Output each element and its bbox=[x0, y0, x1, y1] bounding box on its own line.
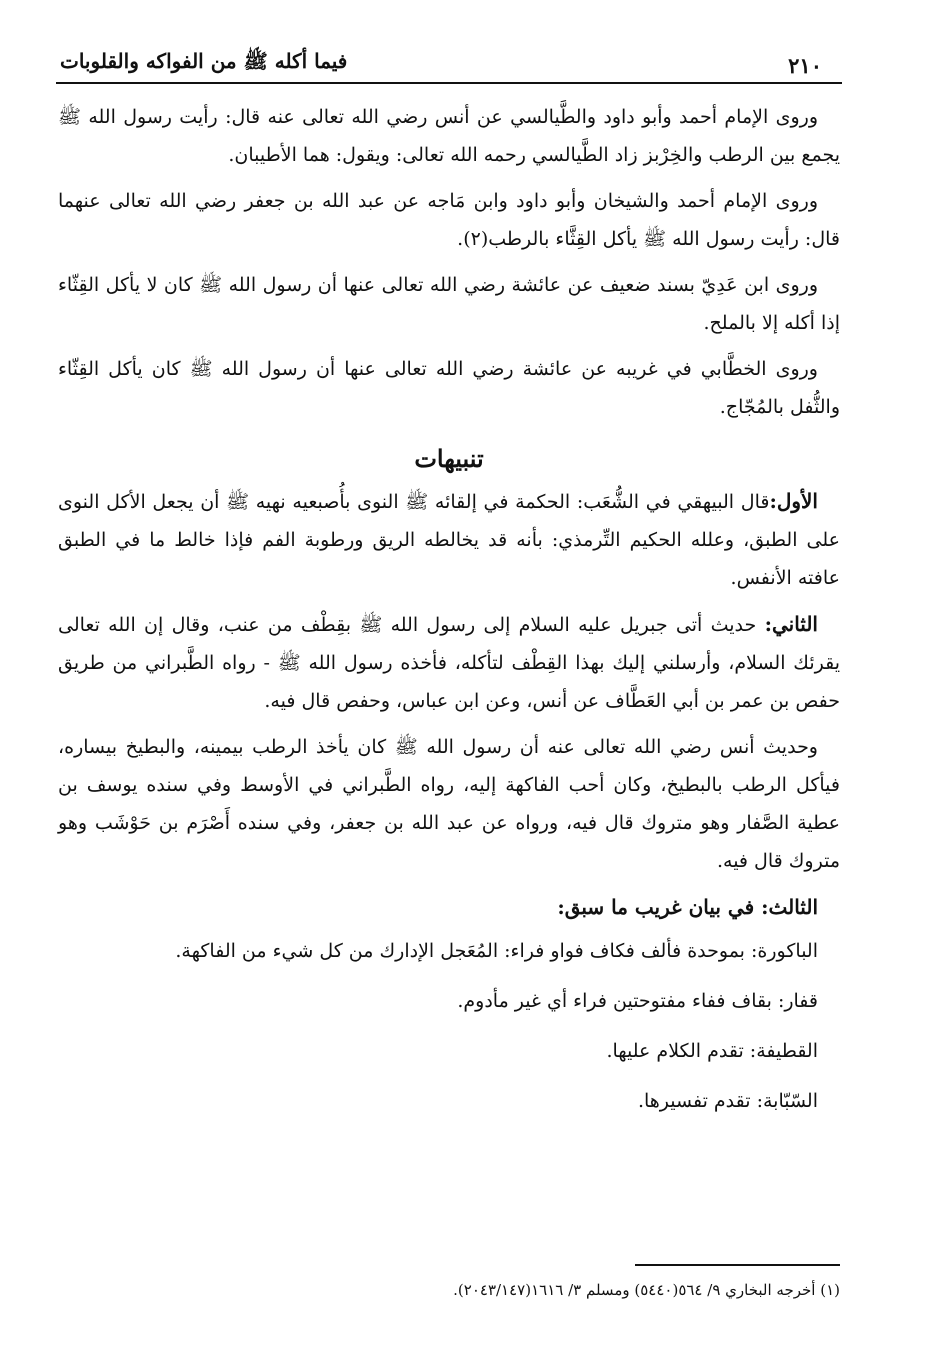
paragraph: وروى الإمام أحمد والشيخان وأبو داود وابن مَاجه عن عبد الله بن جعفر رضي الله تعالى عنهما قال: رأيت رسول الله ﷺ يأكل القِثَّاء بالرطب(٢). bbox=[58, 190, 840, 250]
paragraph: وروى ابن عَدِيّ بسند ضعيف عن عائشة رضي الله تعالى عنها أن رسول الله ﷺ كان لا يأكل القِثّاء إذا أكله إلا بالملح. bbox=[58, 274, 840, 334]
note-text: قال البيهقي في الشُّعَب: الحكمة في إلقائه ﷺ النوى بأُصبعيه نهيه ﷺ أن يجعل الأكل النوى على الطبق، وعلله الحكيم التِّرمذي: بأنه قد يخالطه الريق ورطوبة الفم فإذا خالط ما في الطبق عافته الأنفس. bbox=[58, 491, 840, 589]
paragraph: وروى الإمام أحمد وأبو داود والطَّيالسي عن أنس رضي الله تعالى عنه قال: رأيت رسول الله ﷺ يجمع بين الرطب والخِرْبز زاد الطَّيالسي رحمه الله تعالى: ويقول: هما الأطيبان. bbox=[58, 106, 840, 166]
page-number: ٢١٠ bbox=[788, 53, 822, 78]
section-heading: تنبيهات bbox=[414, 444, 484, 473]
paragraph: وروى الخطَّابي في غريبه عن عائشة رضي الله تعالى عنها أن رسول الله ﷺ كان يأكل القِثّاء والثُّفل بالمُجّاج. bbox=[58, 358, 840, 418]
page-body bbox=[58, 98, 840, 1132]
footnote-divider bbox=[635, 1264, 840, 1266]
note-lead: الأول: bbox=[769, 489, 818, 513]
gloss-item: قفار: بقاف ففاء مفتوحتين فراء أي غير مأدوم. bbox=[457, 990, 818, 1012]
note-second bbox=[58, 605, 840, 720]
running-title: فيما أكله ﷺ من الفواكه والقلوبات bbox=[60, 49, 348, 73]
third-heading: الثالث: في بيان غريب ما سبق: bbox=[557, 895, 818, 919]
note-lead: الثاني: bbox=[764, 612, 818, 636]
note-first bbox=[58, 482, 840, 597]
note-text: حديث أتى جبريل عليه السلام إلى رسول الله ﷺ بقِطْف من عنب، وقال إن الله تعالى يقرئك السلام، وأرسلني إليك بهذا القِطْف لتأكله، فأخذه رسول الله ﷺ - رواه الطَّبراني من طريق حفص بن عمر بن أبي العَطَّاف عن أنس، وعن ابن عباس، وحفص قال فيه. bbox=[58, 614, 840, 712]
gloss-item: القطيفة: تقدم الكلام عليها. bbox=[606, 1040, 818, 1062]
page-header bbox=[56, 44, 842, 84]
footnote: (١) أخرجه البخاري ٩/ ٥٦٤(٥٤٤٠) ومسلم ٣/ ١٦١٦(٢٠٤٣/١٤٧). bbox=[453, 1281, 840, 1299]
gloss-item: الباكورة: بموحدة فألف فكاف فواو فراء: المُعَجل الإدارك من كل شيء من الفاكهة. bbox=[175, 940, 818, 962]
paragraph: وحديث أنس رضي الله تعالى عنه أن رسول الله ﷺ كان يأخذ الرطب بيمينه، والبطيخ بيساره، فيأكل الرطب بالبطيخ، وكان أحب الفاكهة إليه، رواه الطَّبراني في الأوسط وفي سنده يوسف بن عطية الصَّفار وهو متروك قال فيه، ورواه عن عبد الله بن جعفر، وفي سنده أَصْرَم بن حَوْشَب وهو متروك قال فيه. bbox=[58, 736, 840, 872]
gloss-item: السّبّابة: تقدم تفسيرها. bbox=[637, 1090, 818, 1112]
